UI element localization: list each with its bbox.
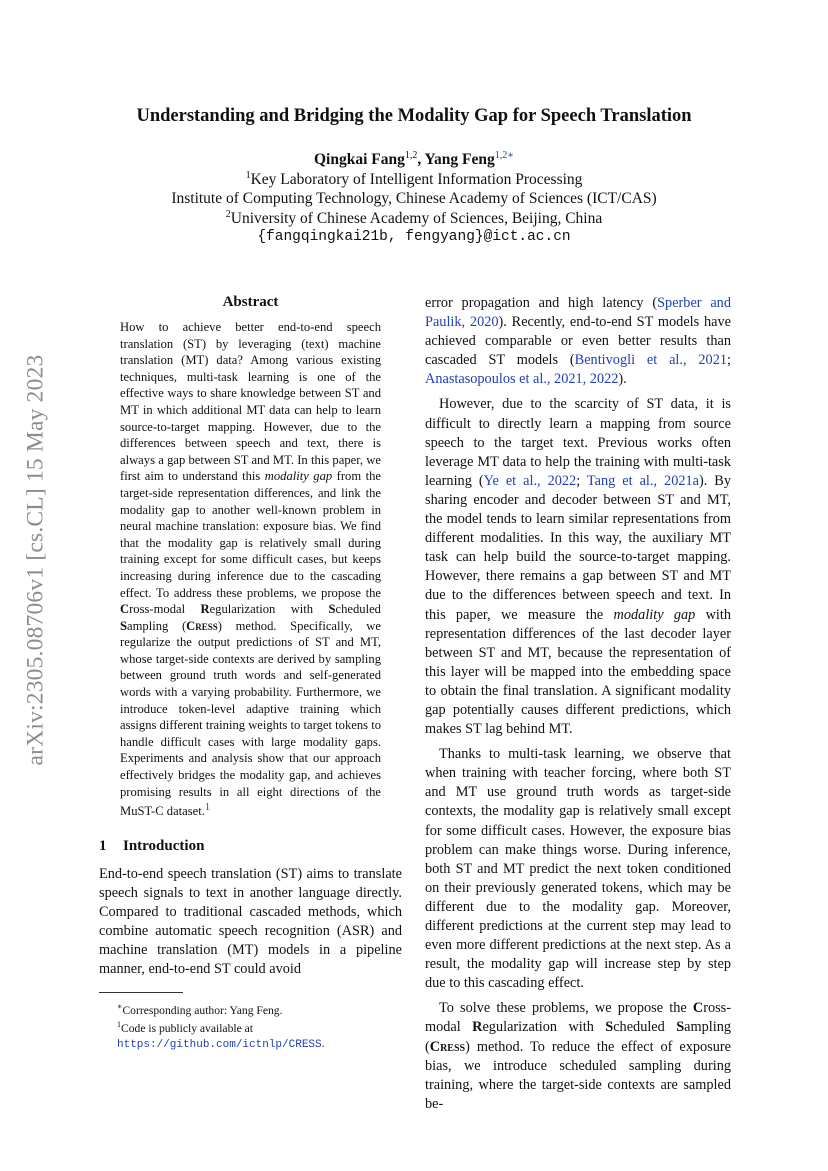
citation-link[interactable]: Ye et al., 2022 <box>483 472 577 489</box>
text: ). <box>618 371 627 388</box>
author-2-affil: 1,2∗ <box>494 149 515 161</box>
right-column <box>425 294 731 1120</box>
text: cheduled <box>613 1019 677 1036</box>
footnote-text: Code is publicly available at <box>121 1022 254 1036</box>
citation-link[interactable]: Bentivogli et al., 2021 <box>574 352 728 369</box>
abstract-part: cheduled <box>335 602 381 617</box>
paragraph-continued <box>425 294 731 389</box>
footnote-text: . <box>321 1037 325 1051</box>
paragraph-2 <box>425 395 731 739</box>
abstract-part: ampling ( <box>127 618 187 633</box>
text: error propagation and high latency ( <box>425 295 658 311</box>
text: egularization with <box>482 1019 606 1036</box>
aff2-text: University of Chinese Academy of Sciences, Beijing, China <box>230 209 603 227</box>
affiliation-2 <box>0 209 828 229</box>
section-title: Introduction <box>123 838 205 854</box>
abstract-heading: Abstract <box>222 294 279 310</box>
left-column <box>99 294 402 1053</box>
abstract-part: ross-modal <box>129 602 201 617</box>
text: ). By sharing encoder and decoder between ST and MT, the model tends to learn similar representations from different modalities. In this way, the auxiliary MT task can help build the source-to-target mapping. However, there remains a gap between ST and MT due to the differences between speech and text. In this paper, we measure the <box>425 472 731 623</box>
author-1-affil: 1,2 <box>404 149 418 161</box>
text: ross-modal <box>425 1000 731 1036</box>
author-names: Qingkai Fang$^{1,2}$, Yang Feng$^{1,2∗}$ <box>313 149 515 168</box>
author-email: {fangqingkai21b, fengyang}@ict.ac.cn <box>257 229 571 246</box>
affiliation-1b: Institute of Computing Technology, Chinese Academy of Sciences (ICT/CAS) <box>171 190 657 208</box>
method-name: Cress <box>186 618 218 633</box>
text: with representation differences of the last decoder layer between ST and MT, because the representation of this layer will be mapped into the embedding space to obtain the final translation. A significant modality gap potentially causes different predictions, which makes ST lag behind MT. <box>425 606 732 738</box>
text: To solve these problems, we propose the <box>439 1000 693 1017</box>
footnote-text: Corresponding author: Yang Feng. <box>122 1003 283 1017</box>
abstract-bold: S <box>328 602 336 617</box>
bold: C <box>692 1000 704 1017</box>
abstract-part: ) method. Specifically, we regularize the output predictions of ST and MT, whose target-side contexts are derived by sampling between ground truth words and self-generated words with a varying probability. Furthermore, we introduce token-level adaptive training which assigns different training weights to target tokens to handle difficult cases with large modality gaps. Experiments and analysis show that our approach effectively bridges the modality gap, and achieves promising results in all eight directions of the MuST-C dataset. <box>120 618 381 819</box>
bold: R <box>472 1019 483 1036</box>
intro-paragraph-1: End-to-end speech translation (ST) aims to translate speech signals to text in another language directly. Compared to traditional cascaded methods, which combine automatic speech recognition (ASR) and machine translation (MT) models in a pipeline manner, end-to-end ST could avoid <box>99 866 402 978</box>
abstract-part: from the target-side representation differences, and link the modality gap to another well-known problem in neural machine translation: exposure bias. We find that the modality gap is relatively small during training except for some difficult cases, but keeps increasing during inference due to the cascading effect. To address these problems, we propose the <box>120 469 381 600</box>
citation-link[interactable]: Tang et al., 2021a <box>586 472 699 489</box>
bold: S <box>605 1019 614 1036</box>
code-link[interactable]: https://github.com/ictnlp/CRESS <box>117 1039 322 1052</box>
paper-title: Understanding and Bridging the Modality Gap for Speech Translation <box>136 106 692 126</box>
emphasis: modality gap <box>613 606 696 623</box>
bold: S <box>676 1019 685 1036</box>
citation-link[interactable]: Anastasopoulos et al., 2021, 2022 <box>425 371 619 388</box>
author-2: Yang Feng <box>424 151 495 168</box>
abstract-bold: R <box>200 602 210 617</box>
text: ; <box>576 472 587 489</box>
abstract-part: egularization with <box>209 602 329 617</box>
section-number: 1 <box>99 838 107 854</box>
aff2-mark: 2 <box>225 208 231 220</box>
footnote-1 <box>99 999 402 1018</box>
author-1: Qingkai Fang <box>313 151 405 168</box>
aff1-mark: 1 <box>245 169 251 181</box>
affiliation-1 <box>0 170 828 190</box>
abstract-text <box>120 319 381 820</box>
text: ) method. To reduce the effect of exposure bias, we introduce scheduled sampling during training, where the target-side contexts are sampled be- <box>425 1038 731 1112</box>
aff1-text: Key Laboratory of Intelligent Information Processing <box>250 170 583 188</box>
footnote-mark: 1 <box>117 1020 121 1030</box>
citation-link[interactable]: Sperber and Paulik, 2020 <box>425 295 731 331</box>
footnote-link[interactable]: 1 <box>204 802 211 814</box>
paragraph-4 <box>425 999 731 1114</box>
abstract-bold: S <box>120 618 128 633</box>
abstract-bold: C <box>120 602 130 617</box>
text: ; <box>727 352 731 369</box>
author-block <box>0 150 828 248</box>
footnote-2 <box>99 1017 402 1053</box>
arxiv-stamp-text: arXiv:2305.08706v1 [cs.CL] 15 May 2023 <box>22 354 49 766</box>
section-heading-introduction <box>99 838 402 855</box>
footnote-mark: ∗ <box>117 1001 123 1011</box>
paragraph-3: Thanks to multi-task learning, we observe that when training with teacher forcing, where both ST and MT use ground truth words as target-side contexts, the modality gap is relatively small except for some difficult cases. However, the exposure bias problem can make things worse. During inference, both ST and MT predict the next token conditioned on their previously generated tokens, which may be different due to the modality gap. Moreover, different predictions at the current step may lead to even more different predictions at the next step. As a result, the modality gap will increase step by step due to this cascading effect. <box>425 746 731 992</box>
arxiv-stamp <box>16 354 56 766</box>
text: ). Recently, end-to-end ST models have achieved comparable or even better results than cascaded ST models ( <box>425 314 731 369</box>
footnote-divider <box>99 992 183 993</box>
abstract-part: How to achieve better end-to-end speech translation (ST) by leveraging (text) machine translation (MT) data? Among various existing techniques, multi-task learning is one of the effective ways to share knowledge between ST and MT in which additional MT data can help to learn source-to-target mapping. However, due to the differences between speech and text, there is always a gap between ST and MT. In this paper, we first aim to understand this <box>120 320 381 484</box>
text: ampling ( <box>425 1019 731 1055</box>
abstract-emphasis: modality gap <box>264 469 333 484</box>
text: However, due to the scarcity of ST data, it is difficult to directly learn a mapping from source speech to the target text. Previous works often leverage MT data to help the training with multi-task learning ( <box>425 396 731 489</box>
method-name: Cress <box>429 1038 466 1055</box>
